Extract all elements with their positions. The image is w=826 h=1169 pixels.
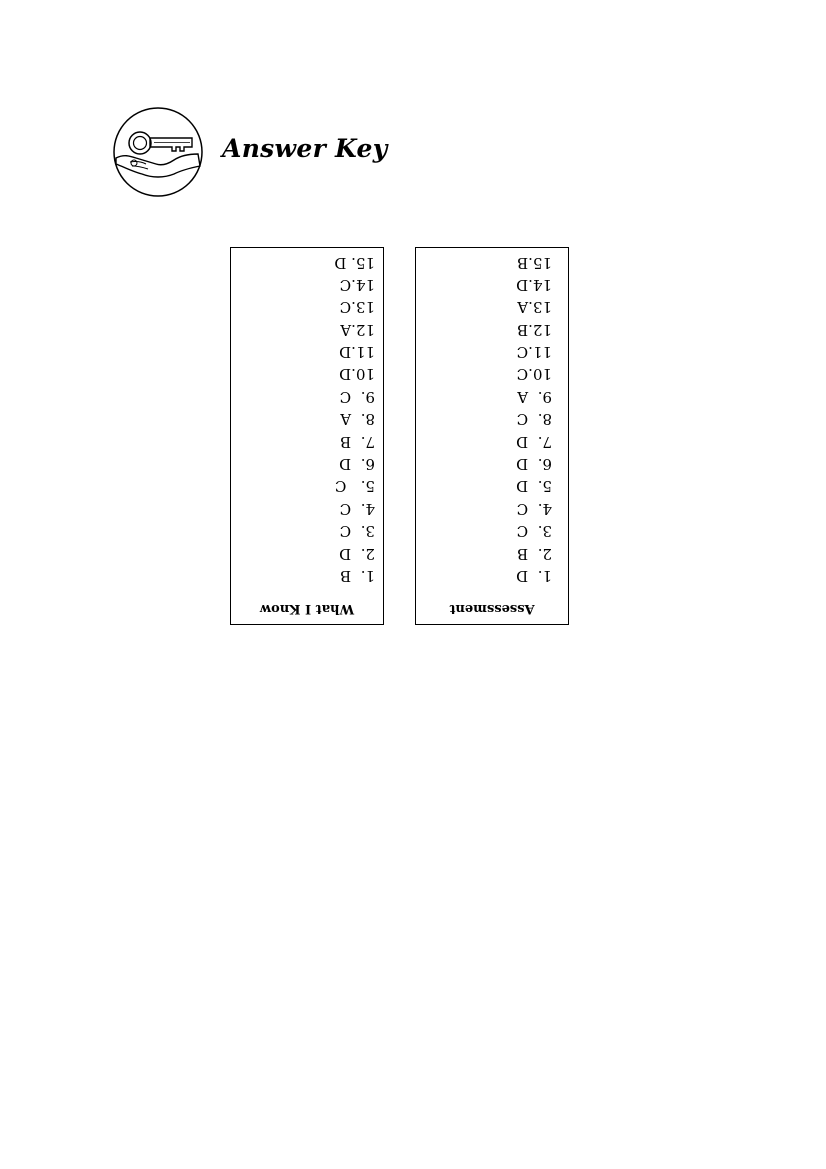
answer-item: 4. C bbox=[516, 499, 552, 518]
page-title: Answer Key bbox=[222, 134, 388, 163]
answer-item: 2. D bbox=[339, 544, 375, 563]
answer-list bbox=[334, 251, 375, 587]
answer-item: 13.A bbox=[517, 298, 552, 317]
answer-box-heading: Assessment bbox=[449, 601, 535, 616]
answer-item: 12.B bbox=[517, 320, 552, 339]
answer-item: 9. C bbox=[339, 387, 375, 406]
answer-item: 10.C bbox=[516, 365, 552, 384]
answer-item: 13.C bbox=[339, 298, 375, 317]
answer-item: 3. C bbox=[339, 522, 375, 541]
answer-item: 5. C bbox=[334, 477, 375, 496]
answer-item: 1. D bbox=[516, 567, 552, 585]
answer-item: 10.D bbox=[339, 365, 375, 384]
answer-item: 6. D bbox=[516, 455, 552, 474]
key-in-hand-icon bbox=[112, 106, 204, 198]
answer-item: 1. B bbox=[340, 567, 375, 585]
answer-item: 7. B bbox=[340, 432, 375, 451]
answer-item: 11.C bbox=[516, 343, 552, 362]
answer-item: 7. D bbox=[516, 432, 552, 451]
assessment-answer-box bbox=[415, 247, 569, 625]
answer-item: 14.D bbox=[516, 275, 552, 294]
answer-item: 6. D bbox=[339, 455, 375, 474]
answer-item: 15. D bbox=[334, 253, 375, 272]
what-i-know-answer-box bbox=[230, 247, 384, 625]
answer-item: 9. A bbox=[517, 387, 552, 406]
answer-list bbox=[516, 251, 552, 587]
answer-item: 15.B bbox=[517, 253, 552, 272]
answer-item: 12.A bbox=[340, 320, 375, 339]
answer-item: 2. B bbox=[517, 544, 552, 563]
answer-item: 4. C bbox=[339, 499, 375, 518]
answer-item: 14.C bbox=[339, 275, 375, 294]
answer-box-heading: What I Know bbox=[259, 601, 355, 616]
answer-item: 8. C bbox=[516, 410, 552, 429]
answer-item: 5. D bbox=[516, 477, 552, 496]
answer-item: 11.D bbox=[339, 343, 375, 362]
answer-item: 3. C bbox=[516, 522, 552, 541]
answer-item: 8. A bbox=[340, 410, 375, 429]
